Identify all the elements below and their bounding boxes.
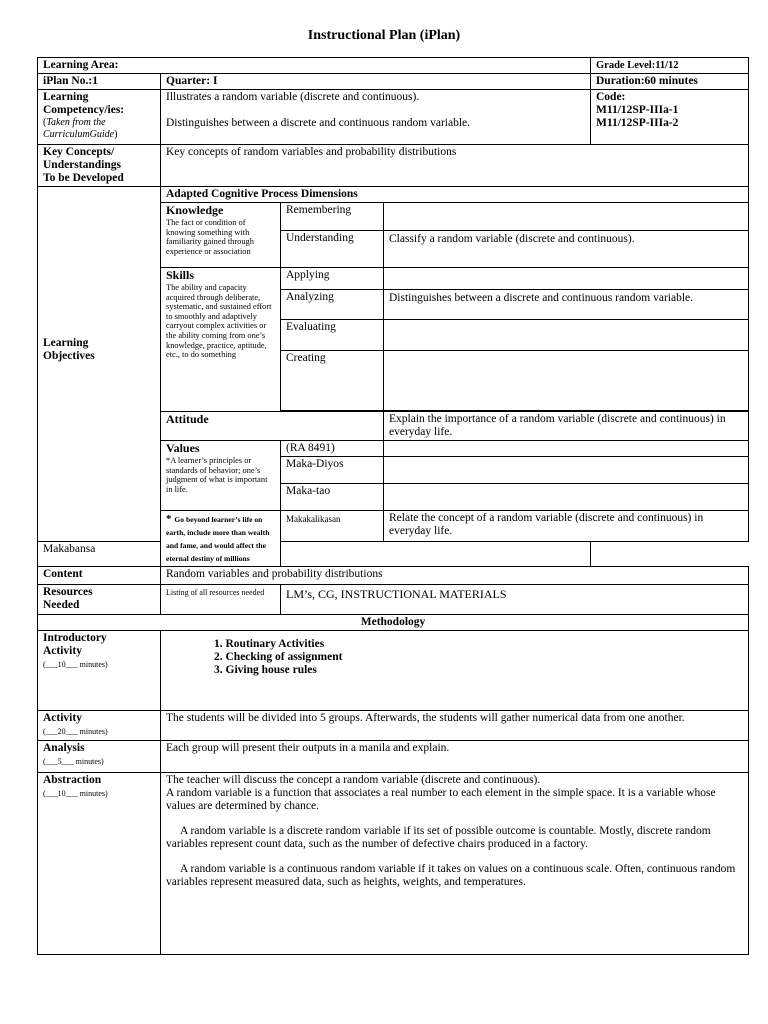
makakalikasan-text: Relate the concept of a random variable (discrete and continuous) in everyday life.: [384, 511, 749, 542]
competency-note-2: CurriculumGuide: [43, 129, 115, 140]
competency-text-cell: [161, 90, 591, 145]
key-concepts-label-1: Key Concepts/: [43, 146, 115, 158]
row-competency: [38, 90, 749, 145]
knowledge-title: Knowledge: [166, 203, 224, 217]
introductory-label-1: Introductory: [43, 632, 107, 644]
competency-note-open: (: [43, 117, 47, 128]
introductory-list: [214, 638, 743, 677]
row-analysis: [38, 741, 749, 773]
competency-text-1: Illustrates a random variable (discrete and continuous).: [166, 91, 420, 103]
content-label: Content: [38, 567, 161, 585]
activity-label-cell: [38, 711, 161, 741]
maka-tao-text: [384, 484, 749, 511]
attitude-title: Attitude: [161, 412, 384, 441]
analyzing-text: Distinguishes between a discrete and continuous random variable.: [384, 290, 749, 320]
competency-label-cell: [38, 90, 161, 145]
competency-code-cell: [591, 90, 749, 145]
introductory-label-cell: [38, 631, 161, 711]
knowledge-desc: The fact or condition of knowing something with familiarity gained through experience or association: [166, 218, 254, 256]
skills-desc: The ability and capacity acquired through deliberate, systematic, and sustained effort to smoothly and adaptively carryout complex activities or the ability coming from one’s knowledge, practice, aptitude, etc., to do something: [166, 283, 272, 360]
abstraction-text-cell: [161, 773, 749, 955]
competency-note-1: Taken from the: [46, 117, 106, 128]
row-methodology: [38, 615, 749, 631]
activity-time: (___20___ minutes): [43, 727, 108, 736]
analysis-time: (___5___ minutes): [43, 757, 104, 766]
objectives-label-2: Objectives: [43, 350, 95, 363]
knowledge-cell: [161, 203, 281, 268]
introductory-item-3: 3. Giving house rules: [214, 664, 317, 676]
grade-level: Grade Level:11/12: [591, 58, 749, 74]
objectives-label-cell: [38, 187, 161, 542]
resources-label-cell: [38, 585, 161, 615]
abstraction-p1: The teacher will discuss the concept a random variable (discrete and continuous).: [166, 774, 541, 786]
competency-note-close: ): [114, 129, 118, 140]
competency-label-2: Competency/ies:: [43, 104, 125, 116]
quarter: Quarter: I: [161, 74, 591, 90]
beyond-cell: [161, 511, 281, 567]
values-ra-text: [384, 441, 749, 457]
resources-label-1: Resources: [43, 586, 93, 598]
row-makabansa: [38, 541, 749, 566]
creating-text: [384, 351, 749, 411]
values-ra: (RA 8491): [281, 441, 384, 457]
objectives-label-1: Learning: [43, 337, 89, 350]
introductory-item-1: 1. Routinary Activities: [214, 638, 325, 650]
understanding-label: Understanding: [281, 231, 384, 268]
values-cell: [161, 441, 281, 511]
key-concepts-label-2: Understandings: [43, 159, 121, 171]
values-title: Values: [166, 441, 200, 455]
maka-tao-label: Maka-tao: [281, 484, 384, 511]
competency-label-1: Learning: [43, 91, 89, 103]
abstraction-p2: A random variable is a function that associates a real number to each element in the simple space. It is a variable whose values are determined by chance.: [166, 787, 716, 812]
row-content: [38, 567, 749, 585]
cognitive-dimensions-header: Adapted Cognitive Process Dimensions: [161, 187, 749, 203]
row-abstraction: [38, 773, 749, 955]
introductory-time: (___10___ minutes): [43, 660, 108, 669]
creating-label: Creating: [281, 351, 384, 411]
row-introductory: [38, 631, 749, 711]
makabansa-text: [281, 541, 591, 566]
remembering-label: Remembering: [281, 203, 384, 231]
applying-text: [384, 268, 749, 290]
understanding-text: Classify a random variable (discrete and continuous).: [384, 231, 749, 268]
row-learning-area: [38, 58, 749, 74]
skills-cell: [161, 268, 281, 412]
page-title: Instructional Plan (iPlan): [307, 28, 461, 43]
analysis-label-cell: [38, 741, 161, 773]
code-2: M11/12SP-IIIa-2: [596, 117, 679, 129]
analysis-text: Each group will present their outputs in a manila and explain.: [161, 741, 749, 773]
attitude-text: Explain the importance of a random variable (discrete and continuous) in everyday life.: [384, 412, 749, 441]
maka-diyos-text: [384, 457, 749, 484]
skills-title: Skills: [166, 268, 195, 282]
beyond-star: *: [166, 513, 172, 525]
row-objectives-header: [38, 187, 749, 203]
abstraction-label-cell: [38, 773, 161, 955]
applying-label: Applying: [281, 268, 384, 290]
analyzing-label: Analyzing: [281, 290, 384, 320]
evaluating-label: Evaluating: [281, 320, 384, 351]
iplan-no: iPlan No.:1: [38, 74, 161, 90]
activity-label: Activity: [43, 712, 82, 724]
code-label: Code:: [596, 91, 626, 103]
abstraction-p3: A random variable is a discrete random variable if its set of possible outcome is countable. Mostly, discrete random variables represent count data, such as the number of defective chairs produced in a factory.: [166, 825, 711, 850]
resources-note: Listing of all resources needed: [161, 585, 281, 615]
learning-area-label: Learning Area:: [38, 58, 591, 74]
row-resources: [38, 585, 749, 615]
analysis-label: Analysis: [43, 742, 85, 754]
maka-diyos-label: Maka-Diyos: [281, 457, 384, 484]
methodology-header: Methodology: [38, 615, 749, 631]
makakalikasan-label: Makakalikasan: [281, 511, 384, 542]
introductory-list-cell: [161, 631, 749, 711]
evaluating-text: [384, 320, 749, 351]
row-activity: [38, 711, 749, 741]
beyond-desc: Go beyond learner’s life on earth, include more than wealth and fame, and would affect the eternal destiny of millions: [166, 515, 270, 563]
activity-text: The students will be divided into 5 groups. Afterwards, the students will gather numerical data from one another.: [161, 711, 749, 741]
competency-text-2: Distinguishes between a discrete and continuous random variable.: [166, 117, 471, 129]
resources-label-2: Needed: [43, 599, 80, 611]
row-key-concepts: [38, 145, 749, 187]
resources-text: LM’s, CG, INSTRUCTIONAL MATERIALS: [281, 585, 749, 615]
abstraction-time: (___10___ minutes): [43, 789, 108, 798]
key-concepts-label-3: To be Developed: [43, 172, 124, 184]
makabansa-label: Makabansa: [38, 541, 161, 566]
key-concepts-text: Key concepts of random variables and probability distributions: [161, 145, 749, 187]
duration: Duration:60 minutes: [591, 74, 749, 90]
iplan-table: [37, 57, 749, 955]
abstraction-label: Abstraction: [43, 774, 102, 786]
abstraction-p4: A random variable is a continuous random variable if it takes on values on a continuous scale. Often, continuous random variables represent measured data, such as heights, weights, and temperatures.: [166, 863, 736, 888]
introductory-label-2: Activity: [43, 645, 82, 657]
remembering-text: [384, 203, 749, 231]
introductory-item-2: 2. Checking of assignment: [214, 651, 343, 663]
values-desc: *A learner’s principles or standards of behavior; one’s judgment of what is important in life.: [166, 456, 268, 494]
row-iplan-no: [38, 74, 749, 90]
content-text: Random variables and probability distributions: [161, 567, 749, 585]
code-1: M11/12SP-IIIa-1: [596, 104, 679, 116]
key-concepts-label-cell: [38, 145, 161, 187]
